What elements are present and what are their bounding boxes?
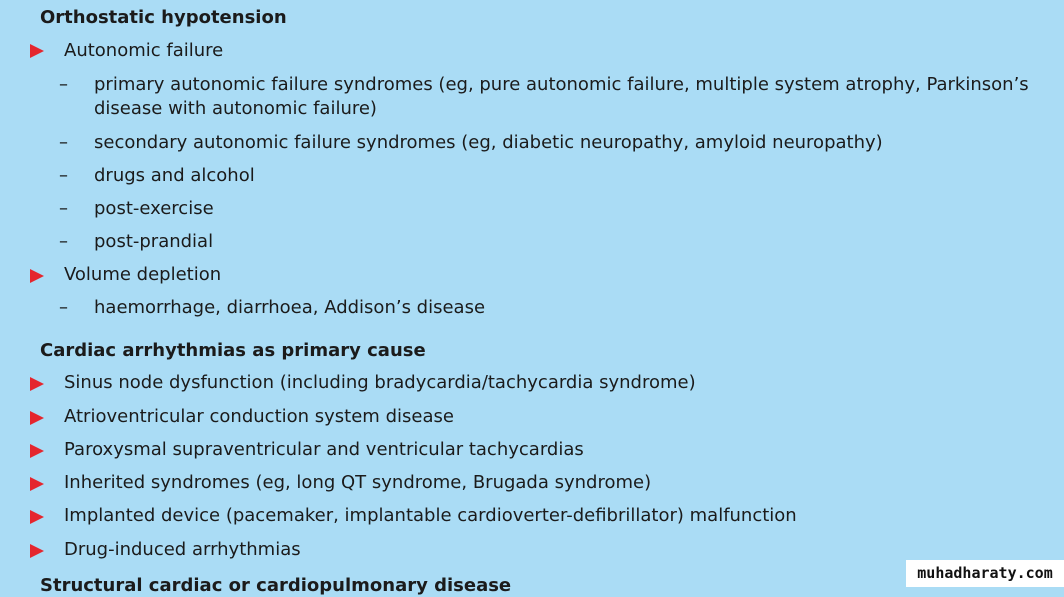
list-item: Sinus node dysfunction (including bradycardia/tachycardia syndrome) xyxy=(64,372,696,393)
sub-list-item: primary autonomic failure syndromes (eg, pure autonomic failure, multiple system atrophy, Parkinson’s disease with autonomic failure) xyxy=(94,74,1029,119)
red-triangle-bullet-icon xyxy=(30,269,44,283)
sub-list-item: secondary autonomic failure syndromes (eg, diabetic neuropathy, amyloid neuropathy) xyxy=(94,132,883,153)
red-triangle-bullet-icon xyxy=(30,544,44,558)
red-triangle-bullet-icon xyxy=(30,477,44,491)
list-item: Atrioventricular conduction system disease xyxy=(64,406,454,427)
red-triangle-bullet-icon xyxy=(30,377,44,391)
sub-list-item: post-exercise xyxy=(94,198,214,219)
list-item: Drug-induced arrhythmias xyxy=(64,539,301,560)
dash-bullet-icon: – xyxy=(59,198,68,219)
section-title-orthostatic-hypotension: Orthostatic hypotension xyxy=(40,7,287,28)
section-title-structural-cardiac: Structural cardiac or cardiopulmonary disease xyxy=(40,575,512,596)
sub-list-item: drugs and alcohol xyxy=(94,165,255,186)
dash-bullet-icon: – xyxy=(59,231,68,252)
red-triangle-bullet-icon xyxy=(30,444,44,458)
list-item: Inherited syndromes (eg, long QT syndrome, Brugada syndrome) xyxy=(64,472,652,493)
sub-list-item: haemorrhage, diarrhoea, Addison’s disease xyxy=(94,297,486,318)
red-triangle-bullet-icon xyxy=(30,510,44,524)
red-triangle-bullet-icon xyxy=(30,411,44,425)
section-title-cardiac-arrhythmias: Cardiac arrhythmias as primary cause xyxy=(40,340,426,361)
list-item: Autonomic failure xyxy=(64,40,224,61)
dash-bullet-icon: – xyxy=(59,297,68,318)
sub-list-item: post-prandial xyxy=(94,231,214,252)
dash-bullet-icon: – xyxy=(59,165,68,186)
dash-bullet-icon: – xyxy=(59,74,68,95)
red-triangle-bullet-icon xyxy=(30,44,44,58)
dash-bullet-icon: – xyxy=(59,132,68,153)
list-item: Paroxysmal supraventricular and ventricular tachycardias xyxy=(64,439,584,460)
list-item: Implanted device (pacemaker, implantable cardioverter-defibrillator) malfunction xyxy=(64,505,797,526)
list-item: Volume depletion xyxy=(64,264,222,285)
watermark: muhadharaty.com xyxy=(906,560,1064,587)
